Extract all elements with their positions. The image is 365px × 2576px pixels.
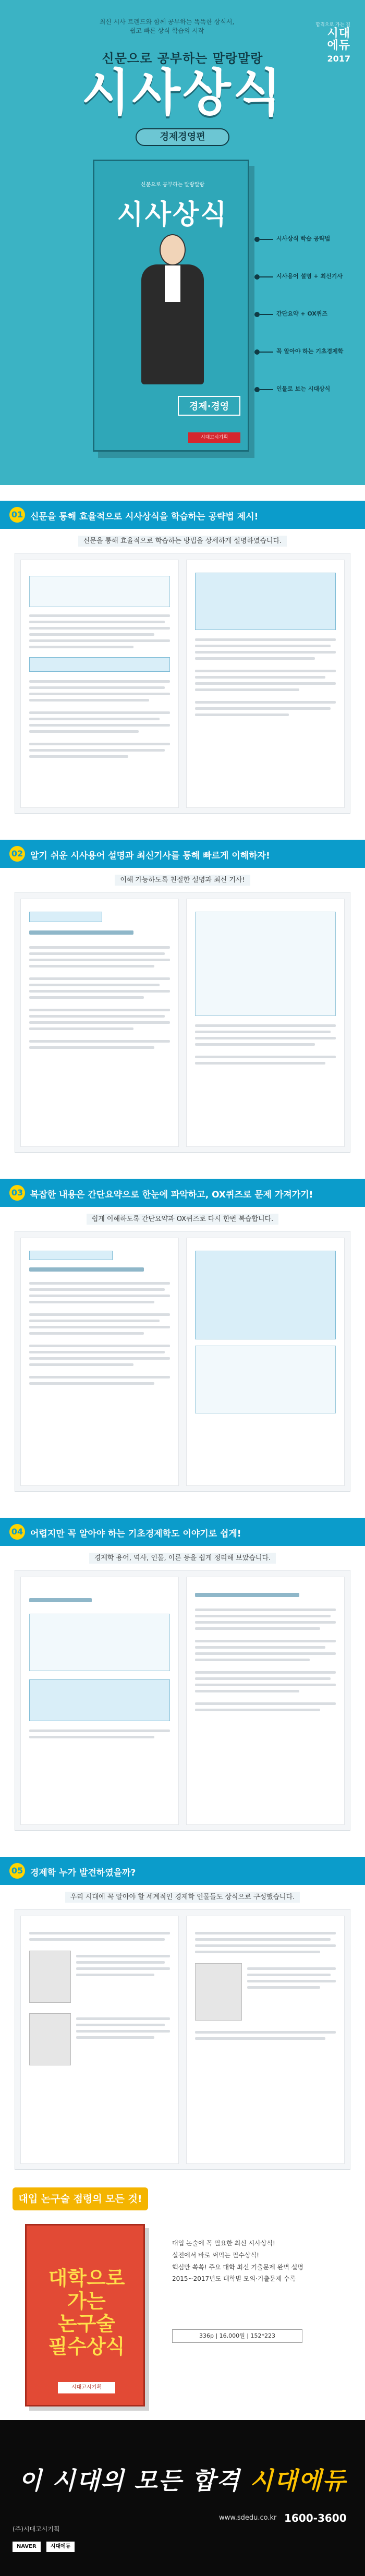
brand-year: 2017 (327, 54, 350, 64)
hero-title: 시사상식 (81, 64, 284, 122)
feature-list (254, 229, 359, 417)
book-title: 시사상식 (117, 199, 228, 231)
brand-name: 시대 에듀 (327, 27, 350, 53)
book-page-left (20, 560, 179, 808)
feature-item: 인물로 보는 시대상식 (254, 380, 359, 417)
ad-line: 핵심만 쏙쏙! 주요 대학 최신 기출문제 완벽 설명 (172, 2263, 303, 2271)
section-people (0, 1857, 365, 2180)
book-page-left (20, 1238, 179, 1486)
ad-book-publisher: 시대고시기획 (58, 2382, 115, 2393)
section-banner (0, 840, 365, 868)
section-terms (0, 840, 365, 1163)
page-spread (15, 1570, 350, 1831)
section-number-icon: 02 (9, 846, 25, 862)
book-publisher: 시대고시기획 (188, 432, 240, 443)
related-book-ad (0, 2180, 365, 2415)
section-banner (0, 1179, 365, 1207)
ad-price-info: 336p | 16,000원 | 152*223 (172, 2329, 302, 2343)
feature-item: 시사용어 설명 + 최신기사 (254, 267, 359, 305)
ad-line: 실전에서 바로 써먹는 필수상식! (172, 2251, 259, 2259)
footer-publisher: (주)시대고시기획 (13, 2525, 60, 2533)
sdedu-logo[interactable]: 시대에듀 (46, 2542, 75, 2552)
hero-tagline: 최신 시사 트렌드와 함께 공부하는 똑똑한 상식서, 쉽고 빠른 상식 학습의 시작 (99, 18, 235, 35)
page-spread (15, 553, 350, 814)
cover-illustration (136, 234, 209, 391)
section-title: 어렵지만 꼭 알아야 하는 기초경제학도 이야기로 쉽게! (30, 1529, 241, 1539)
book-page-left (20, 1577, 179, 1825)
portrait-image (29, 2013, 71, 2065)
portrait-image (195, 1963, 242, 2021)
section-desc: 이해 가능하도록 친절한 설명과 최신 기사! (0, 874, 365, 884)
ad-line: 대입 논술에 꼭 필요한 최신 시사상식! (172, 2240, 275, 2247)
book-page-right (186, 899, 345, 1147)
book-page-right (186, 1238, 345, 1486)
footer-logos (13, 2540, 148, 2552)
section-title: 복잡한 내용은 간단요약으로 한눈에 파악하고, OX퀴즈로 문제 가져가기! (30, 1190, 313, 1200)
section-economics (0, 1518, 365, 1841)
brand-small: 합격으로 가는 길 (315, 22, 350, 28)
ad-feature-lines (172, 2238, 349, 2285)
feature-item: 시사상식 학습 공략법 (254, 229, 359, 267)
footer-phone: 1600-3600 (284, 2512, 347, 2524)
footer-brand: 시대에듀 (249, 2466, 347, 2495)
page-spread (15, 1909, 350, 2170)
hero-banner (0, 0, 365, 485)
book-page-left (20, 1916, 179, 2164)
footer-url-link[interactable]: www.sdedu.co.kr (219, 2514, 277, 2522)
ad-line: 2015~2017년도 대학별 모의·기출문제 수록 (172, 2275, 296, 2283)
section-banner (0, 1518, 365, 1546)
feature-item: 간단요약 + OX퀴즈 (254, 305, 359, 342)
section-number-icon: 03 (9, 1185, 25, 1201)
section-title: 신문을 통해 효율적으로 시사상식을 학습하는 공략법 제시! (30, 512, 259, 522)
portrait-image (29, 1951, 71, 2003)
book-page-right (186, 1916, 345, 2164)
footer-slogan: 이 시대의 모든 합격 시대에듀 (18, 2466, 347, 2495)
naver-logo[interactable]: NAVER (13, 2542, 41, 2552)
footer (0, 2420, 365, 2576)
feature-item: 꼭 알아야 하는 기초경제학 (254, 342, 359, 380)
section-desc: 신문을 통해 효율적으로 학습하는 방법을 상세하게 설명하였습니다. (0, 535, 365, 545)
section-number-icon: 05 (9, 1863, 25, 1879)
section-strategy (0, 501, 365, 824)
section-banner (0, 501, 365, 529)
book-subtitle: 경제·경영 (178, 396, 240, 416)
book-tag: 신문으로 공부하는 말랑말랑 (140, 182, 205, 188)
book-cover (93, 160, 249, 452)
section-summary (0, 1179, 365, 1502)
section-title: 경제학 누가 발견하였을까? (30, 1868, 136, 1878)
page-spread (15, 1231, 350, 1492)
section-desc: 쉽게 이해하도록 간단요약과 OX퀴즈로 다시 한번 복습합니다. (0, 1213, 365, 1223)
section-desc: 우리 시대에 꼭 알아야 할 세계적인 경제학 인물들도 상식으로 구성했습니다. (0, 1891, 365, 1901)
section-desc: 경제학 용어, 역사, 인물, 이론 등을 쉽게 정리해 보았습니다. (0, 1552, 365, 1562)
ad-book-cover[interactable] (25, 2224, 145, 2406)
book-page-right (186, 1577, 345, 1825)
hero-subtitle: 신문으로 공부하는 말랑말랑 (102, 51, 263, 66)
ad-heading: 대입 논구술 점령의 모든 것! (13, 2187, 148, 2210)
section-number-icon: 04 (9, 1524, 25, 1540)
section-number-icon: 01 (9, 507, 25, 523)
section-banner (0, 1857, 365, 1885)
page-spread (15, 892, 350, 1153)
section-title: 알기 쉬운 시사용어 설명과 최신기사를 통해 빠르게 이해하자! (30, 851, 270, 861)
book-page-right (186, 560, 345, 808)
ad-book-title: 대학으로 가는 논구술 필수상식 (48, 2267, 125, 2359)
hero-edition: 경제경영편 (136, 128, 229, 146)
book-page-left (20, 899, 179, 1147)
